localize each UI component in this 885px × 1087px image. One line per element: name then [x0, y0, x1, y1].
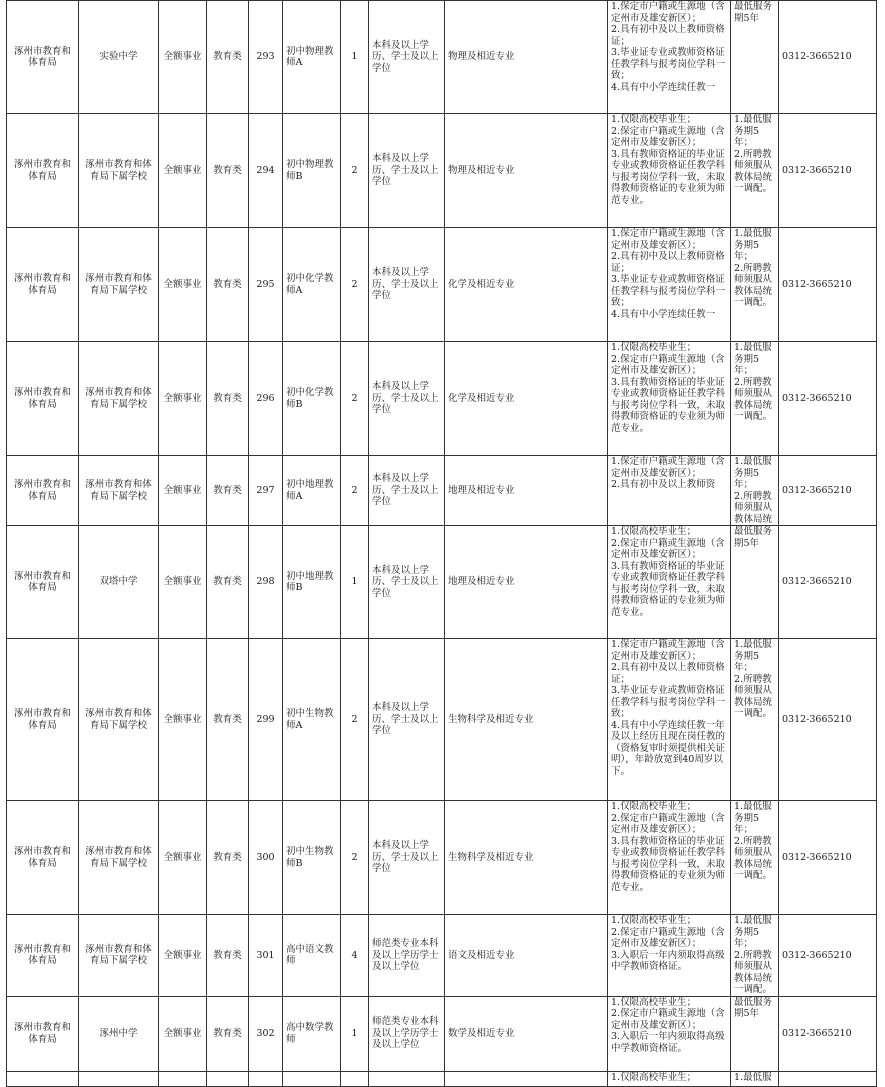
headcount-cell: 4	[341, 915, 369, 997]
headcount-cell: 2	[341, 639, 369, 801]
dept-cell	[7, 1071, 79, 1086]
dept-cell: 涿州市教育和体育局	[7, 342, 79, 456]
phone-cell	[779, 1071, 877, 1086]
major-cell: 化学及相近专业	[445, 228, 608, 342]
notes-cell: 最低服务期5年	[731, 996, 779, 1071]
education-cell: 本科及以上学历、学士及以上学位	[369, 1, 445, 114]
table-row	[7, 342, 877, 456]
post-name-cell: 初中生物教师A	[283, 639, 341, 801]
type-cell: 全额事业	[159, 639, 207, 801]
unit-cell: 涿州市教育和体育局下属学校	[79, 801, 159, 915]
dept-cell: 涿州市教育和体育局	[7, 114, 79, 228]
category-cell	[207, 1071, 249, 1086]
category-cell: 教育类	[207, 456, 249, 526]
post-name-cell: 初中物理教师B	[283, 114, 341, 228]
notes-cell: 1.最低服	[731, 1071, 779, 1086]
major-cell	[445, 1071, 608, 1086]
education-cell: 本科及以上学历、学士及以上学位	[369, 228, 445, 342]
table-row	[7, 639, 877, 801]
education-cell: 本科及以上学历、学士及以上学位	[369, 456, 445, 526]
education-cell: 师范类专业本科及以上学历学士及以上学位	[369, 915, 445, 997]
dept-cell: 涿州市教育和体育局	[7, 228, 79, 342]
post-code-cell: 295	[249, 228, 283, 342]
education-cell: 师范类专业本科及以上学历学士及以上学位	[369, 996, 445, 1071]
headcount-cell: 1	[341, 996, 369, 1071]
phone-cell: 0312-3665210	[779, 114, 877, 228]
phone-cell: 0312-3665210	[779, 1, 877, 114]
post-name-cell: 初中化学教师A	[283, 228, 341, 342]
category-cell: 教育类	[207, 342, 249, 456]
conditions-cell: 1.仅限高校毕业生； 2.保定市户籍或生源地（含定州市及雄安新区）； 3.入职后一年内须取得高级中学教师资格证。	[608, 996, 731, 1071]
notes-cell: 1.最低服务期5年； 2.所聘教师须服从教体局统	[731, 456, 779, 526]
category-cell: 教育类	[207, 526, 249, 639]
major-cell: 物理及相近专业	[445, 114, 608, 228]
unit-cell: 涿州市教育和体育局下属学校	[79, 915, 159, 997]
dept-cell: 涿州市教育和体育局	[7, 996, 79, 1071]
table-row	[7, 456, 877, 526]
phone-cell: 0312-3665210	[779, 996, 877, 1071]
notes-cell: 1.最低服务期5年； 2.所聘教师须服从教体局统一调配。	[731, 801, 779, 915]
phone-cell: 0312-3665210	[779, 456, 877, 526]
unit-cell: 涿州市教育和体育局下属学校	[79, 456, 159, 526]
major-cell: 地理及相近专业	[445, 456, 608, 526]
conditions-cell: 1.仅限高校毕业生； 2.保定市户籍或生源地（含定州市及雄安新区）； 3.具有教师资格证的毕业证专业或教师资格证任教学科与报考岗位学科一致，未取得教师资格证的专业须为师范专业。	[608, 114, 731, 228]
table-row	[7, 1, 877, 114]
post-code-cell: 298	[249, 526, 283, 639]
post-code-cell: 299	[249, 639, 283, 801]
notes-cell: 1.最低服务期5年； 2.所聘教师须服从教体局统一调配。	[731, 639, 779, 801]
dept-cell: 涿州市教育和体育局	[7, 915, 79, 997]
notes-cell: 最低服务期5年	[731, 1, 779, 114]
education-cell: 本科及以上学历、学士及以上学位	[369, 526, 445, 639]
major-cell: 物理及相近专业	[445, 1, 608, 114]
category-cell: 教育类	[207, 801, 249, 915]
type-cell: 全额事业	[159, 342, 207, 456]
post-code-cell: 301	[249, 915, 283, 997]
notes-cell: 1.最低服务期5年； 2.所聘教师须服从教体局统一调配。	[731, 114, 779, 228]
education-cell: 本科及以上学历、学士及以上学位	[369, 801, 445, 915]
type-cell: 全额事业	[159, 915, 207, 997]
conditions-cell: 1.仅限高校毕业生；	[608, 1071, 731, 1086]
headcount-cell: 2	[341, 801, 369, 915]
table-row	[7, 801, 877, 915]
category-cell: 教育类	[207, 639, 249, 801]
table-row	[7, 996, 877, 1071]
post-name-cell: 初中物理教师A	[283, 1, 341, 114]
post-name-cell	[283, 1071, 341, 1086]
major-cell: 语文及相近专业	[445, 915, 608, 997]
post-code-cell	[249, 1071, 283, 1086]
type-cell: 全额事业	[159, 801, 207, 915]
headcount-cell: 1	[341, 1, 369, 114]
major-cell: 生物科学及相近专业	[445, 801, 608, 915]
post-name-cell: 初中化学教师B	[283, 342, 341, 456]
notes-cell: 1.最低服务期5年； 2.所聘教师须服从教体局统一调配。	[731, 342, 779, 456]
education-cell: 本科及以上学历、学士及以上学位	[369, 114, 445, 228]
type-cell: 全额事业	[159, 114, 207, 228]
dept-cell: 涿州市教育和体育局	[7, 1, 79, 114]
major-cell: 数学及相近专业	[445, 996, 608, 1071]
type-cell: 全额事业	[159, 996, 207, 1071]
phone-cell: 0312-3665210	[779, 915, 877, 997]
major-cell: 化学及相近专业	[445, 342, 608, 456]
post-name-cell: 高中语文教师	[283, 915, 341, 997]
notes-cell: 最低服务期5年	[731, 526, 779, 639]
unit-cell: 涿州市教育和体育局下属学校	[79, 639, 159, 801]
major-cell: 地理及相近专业	[445, 526, 608, 639]
conditions-cell: 1.仅限高校毕业生； 2.保定市户籍或生源地（含定州市及雄安新区）； 3.具有教师资格证的毕业证专业或教师资格证任教学科与报考岗位学科一致，未取得教师资格证的专业须为师范专业。	[608, 342, 731, 456]
post-code-cell: 296	[249, 342, 283, 456]
post-name-cell: 初中生物教师B	[283, 801, 341, 915]
unit-cell: 涿州市教育和体育局下属学校	[79, 114, 159, 228]
phone-cell: 0312-3665210	[779, 228, 877, 342]
post-name-cell: 初中地理教师A	[283, 456, 341, 526]
type-cell: 全额事业	[159, 228, 207, 342]
headcount-cell: 1	[341, 526, 369, 639]
major-cell: 生物科学及相近专业	[445, 639, 608, 801]
category-cell: 教育类	[207, 915, 249, 997]
headcount-cell: 2	[341, 228, 369, 342]
headcount-cell	[341, 1071, 369, 1086]
headcount-cell: 2	[341, 114, 369, 228]
dept-cell: 涿州市教育和体育局	[7, 456, 79, 526]
unit-cell: 涿州市教育和体育局下属学校	[79, 342, 159, 456]
conditions-cell: 1.仅限高校毕业生； 2.保定市户籍或生源地（含定州市及雄安新区）； 3.入职后一年内须取得高级中学教师资格证。	[608, 915, 731, 997]
phone-cell: 0312-3665210	[779, 639, 877, 801]
unit-cell: 双塔中学	[79, 526, 159, 639]
type-cell: 全额事业	[159, 1, 207, 114]
table-row	[7, 114, 877, 228]
category-cell: 教育类	[207, 114, 249, 228]
table-row	[7, 526, 877, 639]
category-cell: 教育类	[207, 228, 249, 342]
category-cell: 教育类	[207, 1, 249, 114]
headcount-cell: 2	[341, 456, 369, 526]
post-name-cell: 初中地理教师B	[283, 526, 341, 639]
conditions-cell: 1.保定市户籍或生源地（含定州市及雄安新区）； 2.具有初中及以上教师资格证； 3.毕业证专业或教师资格证任教学科与报考岗位学科一致； 4.具有中小学连续任教一	[608, 1, 731, 114]
post-code-cell: 300	[249, 801, 283, 915]
conditions-cell: 1.保定市户籍或生源地（含定州市及雄安新区）； 2.具有初中及以上教师资	[608, 456, 731, 526]
category-cell: 教育类	[207, 996, 249, 1071]
notes-cell: 1.最低服务期5年； 2.所聘教师须服从教体局统一调配。	[731, 228, 779, 342]
conditions-cell: 1.仅限高校毕业生； 2.保定市户籍或生源地（含定州市及雄安新区）； 3.具有教师资格证的毕业证专业或教师资格证任教学科与报考岗位学科一致，未取得教师资格证的专业须为师范专业。	[608, 526, 731, 639]
headcount-cell: 2	[341, 342, 369, 456]
table-row	[7, 228, 877, 342]
type-cell	[159, 1071, 207, 1086]
education-cell: 本科及以上学历、学士及以上学位	[369, 342, 445, 456]
recruitment-table	[6, 0, 877, 1087]
phone-cell: 0312-3665210	[779, 801, 877, 915]
unit-cell	[79, 1071, 159, 1086]
notes-cell: 1.最低服务期5年； 2.所聘教师须服从教体局统一调配。	[731, 915, 779, 997]
dept-cell: 涿州市教育和体育局	[7, 526, 79, 639]
dept-cell: 涿州市教育和体育局	[7, 801, 79, 915]
table-row	[7, 915, 877, 997]
phone-cell: 0312-3665210	[779, 342, 877, 456]
unit-cell: 涿州市教育和体育局下属学校	[79, 228, 159, 342]
type-cell: 全额事业	[159, 456, 207, 526]
type-cell: 全额事业	[159, 526, 207, 639]
education-cell	[369, 1071, 445, 1086]
unit-cell: 涿州中学	[79, 996, 159, 1071]
conditions-cell: 1.保定市户籍或生源地（含定州市及雄安新区）； 2.具有初中及以上教师资格证； 3.毕业证专业或教师资格证任教学科与报考岗位学科一致； 4.具有中小学连续任教一年及以上经历且现在岗任教的（资格复审时须提供相关证明），年龄放宽到40周岁以下。	[608, 639, 731, 801]
post-code-cell: 302	[249, 996, 283, 1071]
dept-cell: 涿州市教育和体育局	[7, 639, 79, 801]
post-code-cell: 293	[249, 1, 283, 114]
post-code-cell: 294	[249, 114, 283, 228]
education-cell: 本科及以上学历、学士及以上学位	[369, 639, 445, 801]
phone-cell: 0312-3665210	[779, 526, 877, 639]
table-row	[7, 1071, 877, 1086]
post-code-cell: 297	[249, 456, 283, 526]
unit-cell: 实验中学	[79, 1, 159, 114]
post-name-cell: 高中数学教师	[283, 996, 341, 1071]
conditions-cell: 1.保定市户籍或生源地（含定州市及雄安新区）； 2.具有初中及以上教师资格证； 3.毕业证专业或教师资格证任教学科与报考岗位学科一致； 4.具有中小学连续任教一	[608, 228, 731, 342]
conditions-cell: 1.仅限高校毕业生； 2.保定市户籍或生源地（含定州市及雄安新区）； 3.具有教师资格证的毕业证专业或教师资格证任教学科与报考岗位学科一致，未取得教师资格证的专业须为师范专业。	[608, 801, 731, 915]
